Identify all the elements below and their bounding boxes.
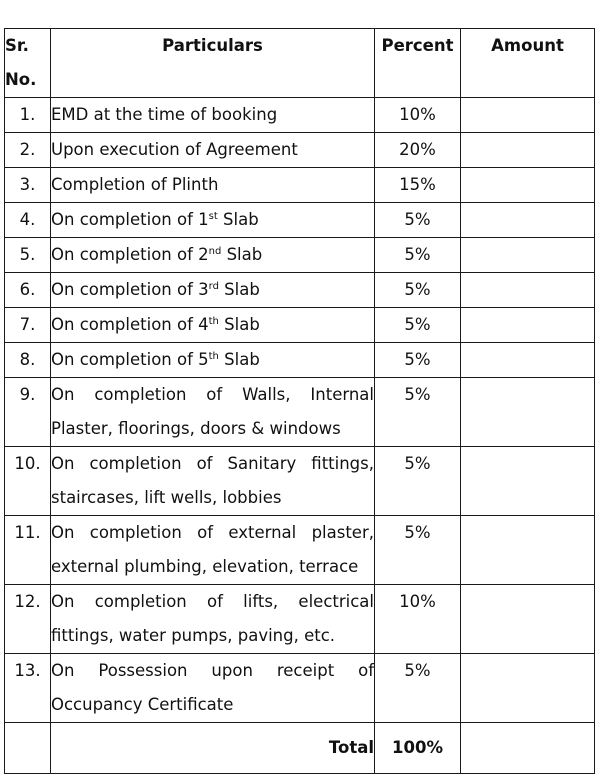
row-amount <box>461 133 595 168</box>
particulars-line: On completion of Walls, Internal <box>51 385 374 404</box>
row-amount <box>461 585 595 654</box>
row-percent: 5% <box>375 378 461 447</box>
table-header-row <box>5 29 595 98</box>
row-percent: 10% <box>375 98 461 133</box>
total-percent: 100% <box>375 723 461 774</box>
row-particulars <box>51 516 375 585</box>
row-number: 11. <box>5 516 51 585</box>
particulars-suffix: Slab <box>218 280 260 299</box>
table-row <box>5 98 595 133</box>
particulars-suffix: Slab <box>221 245 263 264</box>
particulars-suffix: Slab <box>218 315 260 334</box>
row-percent: 5% <box>375 654 461 723</box>
row-number: 10. <box>5 447 51 516</box>
row-amount <box>461 238 595 273</box>
row-amount <box>461 447 595 516</box>
row-particulars <box>51 378 375 447</box>
row-number: 13. <box>5 654 51 723</box>
row-number: 3. <box>5 168 51 203</box>
row-number: 8. <box>5 343 51 378</box>
header-sr-no <box>5 29 51 98</box>
row-particulars <box>51 585 375 654</box>
particulars-line: Plaster, floorings, doors & windows <box>51 419 341 438</box>
table-row <box>5 516 595 585</box>
row-particulars <box>51 238 375 273</box>
row-percent: 5% <box>375 273 461 308</box>
row-amount <box>461 654 595 723</box>
row-number: 4. <box>5 203 51 238</box>
row-particulars <box>51 98 375 133</box>
row-particulars <box>51 168 375 203</box>
row-amount <box>461 516 595 585</box>
row-amount <box>461 273 595 308</box>
row-percent: 5% <box>375 343 461 378</box>
row-amount <box>461 98 595 133</box>
row-percent: 5% <box>375 447 461 516</box>
row-particulars <box>51 447 375 516</box>
table-row <box>5 238 595 273</box>
particulars-text: On completion of 4 <box>51 315 209 334</box>
row-number: 5. <box>5 238 51 273</box>
total-label: Total <box>51 723 375 774</box>
row-amount <box>461 308 595 343</box>
row-number: 2. <box>5 133 51 168</box>
row-number: 6. <box>5 273 51 308</box>
header-percent: Percent <box>375 29 461 98</box>
payment-schedule-table <box>4 28 595 774</box>
row-particulars <box>51 343 375 378</box>
header-sr-line2: No. <box>5 70 37 89</box>
row-particulars <box>51 273 375 308</box>
row-percent: 5% <box>375 308 461 343</box>
row-amount <box>461 203 595 238</box>
particulars-line: On Possession upon receipt of <box>51 661 374 680</box>
table-row <box>5 654 595 723</box>
table-body <box>5 98 595 723</box>
row-particulars <box>51 133 375 168</box>
table-row <box>5 447 595 516</box>
particulars-line: EMD at the time of booking <box>51 105 278 124</box>
row-number: 1. <box>5 98 51 133</box>
row-percent: 5% <box>375 516 461 585</box>
table-row <box>5 133 595 168</box>
ordinal-suffix: rd <box>208 281 219 292</box>
row-percent: 5% <box>375 203 461 238</box>
header-sr-line1: Sr. <box>5 36 29 55</box>
ordinal-suffix: st <box>208 211 218 222</box>
row-percent: 20% <box>375 133 461 168</box>
particulars-line: On completion of lifts, electrical <box>51 592 374 611</box>
particulars-line: Completion of Plinth <box>51 175 219 194</box>
row-number: 12. <box>5 585 51 654</box>
particulars-line: On completion of external plaster, <box>51 523 374 542</box>
row-number: 7. <box>5 308 51 343</box>
particulars-text: On completion of 2 <box>51 245 209 264</box>
table-row <box>5 168 595 203</box>
row-number: 9. <box>5 378 51 447</box>
row-percent: 5% <box>375 238 461 273</box>
row-percent: 10% <box>375 585 461 654</box>
row-particulars <box>51 308 375 343</box>
ordinal-suffix: th <box>208 351 219 362</box>
particulars-line: On completion of Sanitary fittings, <box>51 454 374 473</box>
particulars-line: fittings, water pumps, paving, etc. <box>51 626 336 645</box>
particulars-line: Upon execution of Agreement <box>51 140 298 159</box>
particulars-text: On completion of 1 <box>51 210 209 229</box>
table-row <box>5 585 595 654</box>
row-particulars <box>51 654 375 723</box>
row-amount <box>461 343 595 378</box>
ordinal-suffix: th <box>208 316 219 327</box>
particulars-suffix: Slab <box>217 210 259 229</box>
header-amount: Amount <box>461 29 595 98</box>
ordinal-suffix: nd <box>208 246 222 257</box>
table-row <box>5 343 595 378</box>
particulars-text: On completion of 3 <box>51 280 209 299</box>
particulars-line: Occupancy Certificate <box>51 695 234 714</box>
total-amount-cell <box>461 723 595 774</box>
row-amount <box>461 378 595 447</box>
table-row <box>5 378 595 447</box>
particulars-line: external plumbing, elevation, terrace <box>51 557 359 576</box>
particulars-text: On completion of 5 <box>51 350 209 369</box>
particulars-line: staircases, lift wells, lobbies <box>51 488 282 507</box>
particulars-suffix: Slab <box>218 350 260 369</box>
row-particulars <box>51 203 375 238</box>
table-row <box>5 203 595 238</box>
total-row <box>5 723 595 774</box>
table-row <box>5 308 595 343</box>
header-particulars: Particulars <box>51 29 375 98</box>
row-percent: 15% <box>375 168 461 203</box>
table-row <box>5 273 595 308</box>
row-amount <box>461 168 595 203</box>
total-empty-cell <box>5 723 51 774</box>
